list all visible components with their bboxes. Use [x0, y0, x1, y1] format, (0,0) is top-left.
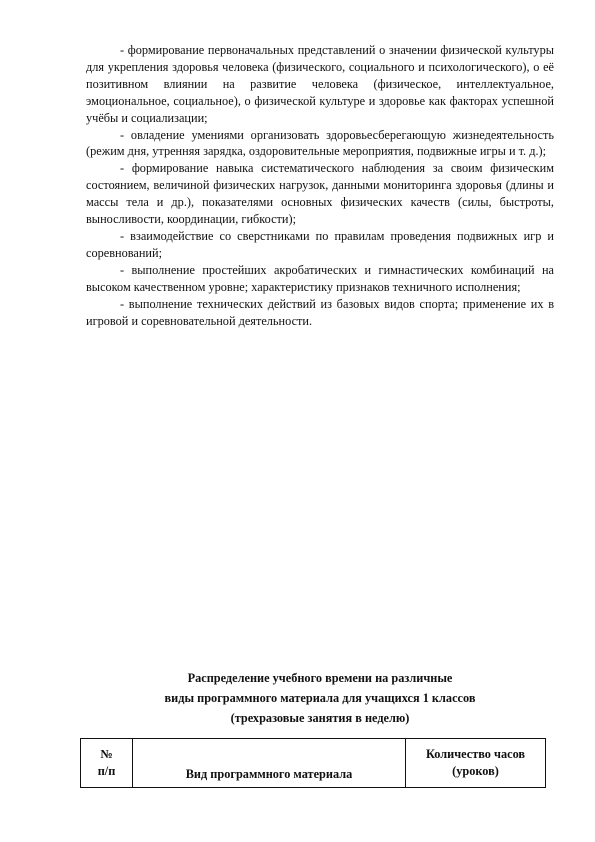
paragraph-basic-concepts: - формирование первоначальных представлений о значении физической культуры для укрепления здоровья человека (физического, социального и психологического), о её позитивном влиянии на развитие человека (физическое, интеллектуальное, эмоциональное, социальное), о физической культуре и здоровье как факторах успешной учёбы и социализации;: [86, 43, 554, 125]
paragraph-sport-actions: - выполнение технических действий из базовых видов спорта; применение их в игровой и соревновательной деятельности.: [86, 296, 554, 328]
paragraph-self-monitoring: - формирование навыка систематического наблюдения за своим физическим состоянием, величиной физических нагрузок, данными мониторинга здоровья (длины и массы тела и др.), показателями основных физических качеств (силы, быстроты, выносливости, координации, гибкости);: [86, 161, 554, 227]
section-heading: [86, 668, 554, 728]
header-number-abbrev: п/п: [97, 764, 116, 778]
heading-line-2: виды программного материала для учащихся 1 классов: [164, 691, 476, 705]
header-hours-line-1: Количество часов: [425, 747, 526, 761]
paragraph-acrobatics: - выполнение простейших акробатических и гимнастических комбинаций на высоком качественном уровне; характеристику признаков техничного исполнения;: [86, 262, 554, 294]
table-header-row: [81, 739, 546, 788]
header-number-symbol: №: [100, 747, 113, 761]
heading-line-3: (трехразовые занятия в неделю): [230, 711, 410, 725]
header-hours: [406, 739, 546, 788]
paragraph-health-organization: - овладение умениями организовать здоровьесберегающую жизнедеятельность (режим дня, утренняя зарядка, оздоровительные мероприятия, подвижные игры и т. д.);: [86, 127, 554, 159]
header-material-kind: Вид программного материала: [133, 739, 406, 788]
distribution-table: [80, 738, 546, 788]
header-number: [81, 739, 133, 788]
paragraph-peer-interaction: - взаимодействие со сверстниками по правилам проведения подвижных игр и соревнований;: [86, 228, 554, 260]
header-hours-line-2: (уроков): [452, 764, 499, 778]
body-text: [86, 42, 554, 329]
heading-line-1: Распределение учебного времени на различные: [187, 671, 453, 685]
